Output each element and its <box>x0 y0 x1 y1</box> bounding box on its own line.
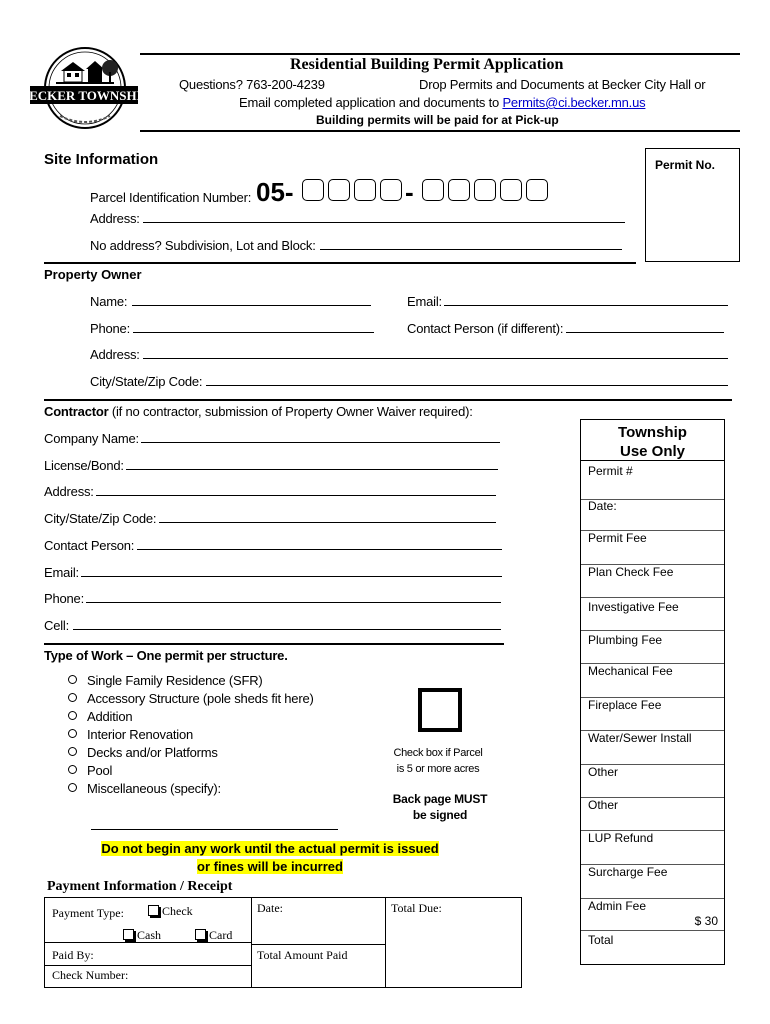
total-due-label: Total Due: <box>391 901 442 915</box>
work-option-addition[interactable] <box>68 708 314 726</box>
work-option-accessory[interactable] <box>68 690 314 708</box>
owner-phone-field[interactable] <box>133 332 374 333</box>
back-page-note-line2: be signed <box>412 808 468 822</box>
tw-row-plan-check-fee[interactable] <box>581 565 724 598</box>
tw-row-label: Other <box>588 798 619 812</box>
owner-city-field[interactable] <box>206 385 728 386</box>
contractor-contact-field[interactable] <box>137 549 502 550</box>
township-heading <box>581 423 724 461</box>
pin-digit-7[interactable] <box>474 179 496 201</box>
tw-row-label: Plan Check Fee <box>588 565 674 579</box>
warning-line1: Do not begin any work until the actual permit is issued <box>101 841 439 856</box>
work-option-sfr[interactable] <box>68 672 314 690</box>
payment-type-label: Payment Type: <box>52 906 124 920</box>
contractor-license-label: License/Bond: <box>44 458 124 473</box>
owner-email-field[interactable] <box>444 305 728 306</box>
parcel-acres-caption-line1: Check box if Parcel <box>393 747 483 759</box>
pin-digit-3[interactable] <box>354 179 376 201</box>
pin-digit-1[interactable] <box>302 179 324 201</box>
parcel-acres-checkbox[interactable] <box>418 688 462 732</box>
contractor-heading-label: Contractor <box>44 404 109 419</box>
logo-text: BECKER TOWNSHIP <box>20 88 150 103</box>
owner-email-label: Email: <box>407 294 442 309</box>
admin-fee-amount: $ 30 <box>694 914 718 928</box>
work-option-label: Single Family Residence (SFR) <box>87 673 263 688</box>
contractor-email-label: Email: <box>44 565 79 580</box>
tw-row-plumbing-fee[interactable] <box>581 631 724 664</box>
contractor-address-label: Address: <box>44 484 94 499</box>
work-option-decks[interactable] <box>68 744 314 762</box>
payment-check-label: Check <box>162 904 193 918</box>
tw-row-mechanical-fee[interactable] <box>581 664 724 698</box>
owner-name-field[interactable] <box>132 305 371 306</box>
tw-row-date[interactable] <box>581 499 724 531</box>
contractor-city-label: City/State/Zip Code: <box>44 511 157 526</box>
owner-phone-label: Phone: <box>90 321 131 336</box>
work-option-pool[interactable] <box>68 762 314 780</box>
work-option-label: Decks and/or Platforms <box>87 745 218 760</box>
paid-by-label: Paid By: <box>52 948 94 962</box>
tw-row-surcharge-fee[interactable] <box>581 865 724 899</box>
township-use-panel <box>580 419 725 965</box>
tw-row-label: Water/Sewer Install <box>588 731 692 745</box>
owner-name-label: Name: <box>90 294 128 309</box>
contractor-company-label: Company Name: <box>44 431 139 446</box>
email-instructions <box>239 95 645 110</box>
tw-row-label: Surcharge Fee <box>588 865 668 879</box>
payment-date-label: Date: <box>257 901 283 915</box>
payment-table <box>44 897 522 988</box>
tw-row-other-1[interactable] <box>581 765 724 798</box>
payment-card-option[interactable] <box>195 928 232 943</box>
site-info-heading: Site Information <box>44 151 159 168</box>
questions-phone: Questions? 763-200-4239 <box>179 77 325 92</box>
warning-line2: or fines will be incurred <box>197 859 343 874</box>
payment-cash-option[interactable] <box>123 928 161 943</box>
township-logo <box>20 42 150 134</box>
tw-row-permit-fee[interactable] <box>581 531 724 565</box>
contractor-heading <box>44 404 473 419</box>
work-type-heading: Type of Work – One permit per structure. <box>44 648 288 663</box>
owner-address-field[interactable] <box>143 358 728 359</box>
tw-row-label: Permit # <box>588 464 633 478</box>
pin-digit-2[interactable] <box>328 179 350 201</box>
header-top-rule <box>140 53 740 55</box>
pin-prefix: 05- <box>256 177 294 207</box>
tw-row-permit-number[interactable] <box>581 460 724 500</box>
work-option-interior[interactable] <box>68 726 314 744</box>
site-section-rule <box>44 262 636 264</box>
tw-row-label: Fireplace Fee <box>588 698 662 712</box>
checkbox-icon <box>148 905 159 916</box>
tw-row-label: Total <box>588 933 614 947</box>
payment-heading: Payment Information / Receipt <box>47 879 233 894</box>
radio-icon <box>68 693 77 702</box>
work-warning <box>87 840 453 876</box>
site-address-field[interactable] <box>143 222 625 223</box>
tw-row-other-2[interactable] <box>581 798 724 831</box>
tw-row-total[interactable] <box>581 931 724 963</box>
work-option-misc[interactable] <box>68 780 314 798</box>
contractor-phone-label: Phone: <box>44 591 85 606</box>
property-owner-heading: Property Owner <box>44 267 142 282</box>
contractor-city-field[interactable] <box>159 522 496 523</box>
checkbox-icon <box>195 929 206 940</box>
pin-digit-6[interactable] <box>448 179 470 201</box>
drop-permits-text: Drop Permits and Documents at Becker City Hall or <box>419 77 706 92</box>
contractor-heading-note: (if no contractor, submission of Property Owner Waiver required): <box>108 404 473 419</box>
payment-cash-label: Cash <box>137 928 161 942</box>
pin-digit-4[interactable] <box>380 179 402 201</box>
work-option-label: Addition <box>87 709 133 724</box>
owner-section-rule <box>44 399 732 401</box>
permits-email-link[interactable]: Permits@ci.becker.mn.us <box>502 95 646 110</box>
work-option-label: Interior Renovation <box>87 727 194 742</box>
pin-dash: - <box>405 177 414 207</box>
radio-icon <box>68 675 77 684</box>
header-bottom-rule <box>140 130 740 132</box>
radio-icon <box>68 729 77 738</box>
work-type-options <box>68 672 314 798</box>
permit-no-box[interactable] <box>645 148 740 262</box>
tw-row-label: Date: <box>588 499 617 513</box>
permit-no-label: Permit No. <box>655 158 716 172</box>
tw-row-lup-refund[interactable] <box>581 831 724 865</box>
parcel-acres-caption-line2: is 5 or more acres <box>396 763 480 775</box>
owner-city-label: City/State/Zip Code: <box>90 374 203 389</box>
work-option-label: Miscellaneous (specify): <box>87 781 221 796</box>
radio-icon <box>68 747 77 756</box>
pin-digit-9[interactable] <box>526 179 548 201</box>
contractor-phone-field[interactable] <box>86 602 501 603</box>
contractor-contact-label: Contact Person: <box>44 538 135 553</box>
work-option-label: Accessory Structure (pole sheds fit here) <box>87 691 314 706</box>
tw-row-label: Plumbing Fee <box>588 633 663 647</box>
township-heading-line1: Township <box>618 424 687 441</box>
contractor-company-field[interactable] <box>141 442 500 443</box>
tw-row-label: Other <box>588 765 619 779</box>
total-paid-label: Total Amount Paid <box>257 948 348 962</box>
no-address-label: No address? Subdivision, Lot and Block: <box>90 238 316 253</box>
site-address-label: Address: <box>90 211 140 226</box>
check-number-label: Check Number: <box>52 968 129 982</box>
pickup-note: Building permits will be paid for at Pick-up <box>316 113 559 127</box>
work-option-label: Pool <box>87 763 113 778</box>
contractor-section-rule <box>44 643 504 645</box>
radio-icon <box>68 783 77 792</box>
contractor-license-field[interactable] <box>126 469 498 470</box>
contractor-address-field[interactable] <box>96 495 496 496</box>
subdivision-field[interactable] <box>320 249 622 250</box>
owner-contact-label: Contact Person (if different): <box>407 321 564 336</box>
parcel-acres-caption <box>380 745 496 777</box>
back-page-note <box>380 791 500 823</box>
tw-row-label: Investigative Fee <box>588 600 679 614</box>
payment-card-label: Card <box>209 928 233 942</box>
tw-row-label: Permit Fee <box>588 531 647 545</box>
radio-icon <box>68 711 77 720</box>
tw-row-label: Admin Fee <box>588 899 647 913</box>
pin-digit-5[interactable] <box>422 179 444 201</box>
pin-label: Parcel Identification Number: <box>90 190 252 205</box>
owner-contact-field[interactable] <box>566 332 724 333</box>
township-heading-line2: Use Only <box>619 443 686 460</box>
tw-row-investigative-fee[interactable] <box>581 598 724 631</box>
payment-check-option[interactable] <box>148 904 193 919</box>
email-instructions-text: Email completed application and documents to <box>239 95 503 110</box>
owner-address-label: Address: <box>90 347 140 362</box>
tw-row-water-sewer[interactable] <box>581 731 724 765</box>
tw-row-label: Mechanical Fee <box>588 664 673 678</box>
tw-row-fireplace-fee[interactable] <box>581 698 724 731</box>
page-title: Residential Building Permit Application <box>290 56 564 73</box>
contractor-email-field[interactable] <box>81 576 502 577</box>
tw-row-admin-fee[interactable] <box>581 899 724 931</box>
radio-icon <box>68 765 77 774</box>
back-page-note-line1: Back page MUST <box>392 792 488 806</box>
contractor-cell-field[interactable] <box>73 629 501 630</box>
checkbox-icon <box>123 929 134 940</box>
misc-specify-field[interactable] <box>91 829 338 830</box>
tw-row-label: LUP Refund <box>588 831 654 845</box>
pin-digit-8[interactable] <box>500 179 522 201</box>
contractor-cell-label: Cell: <box>44 618 70 633</box>
